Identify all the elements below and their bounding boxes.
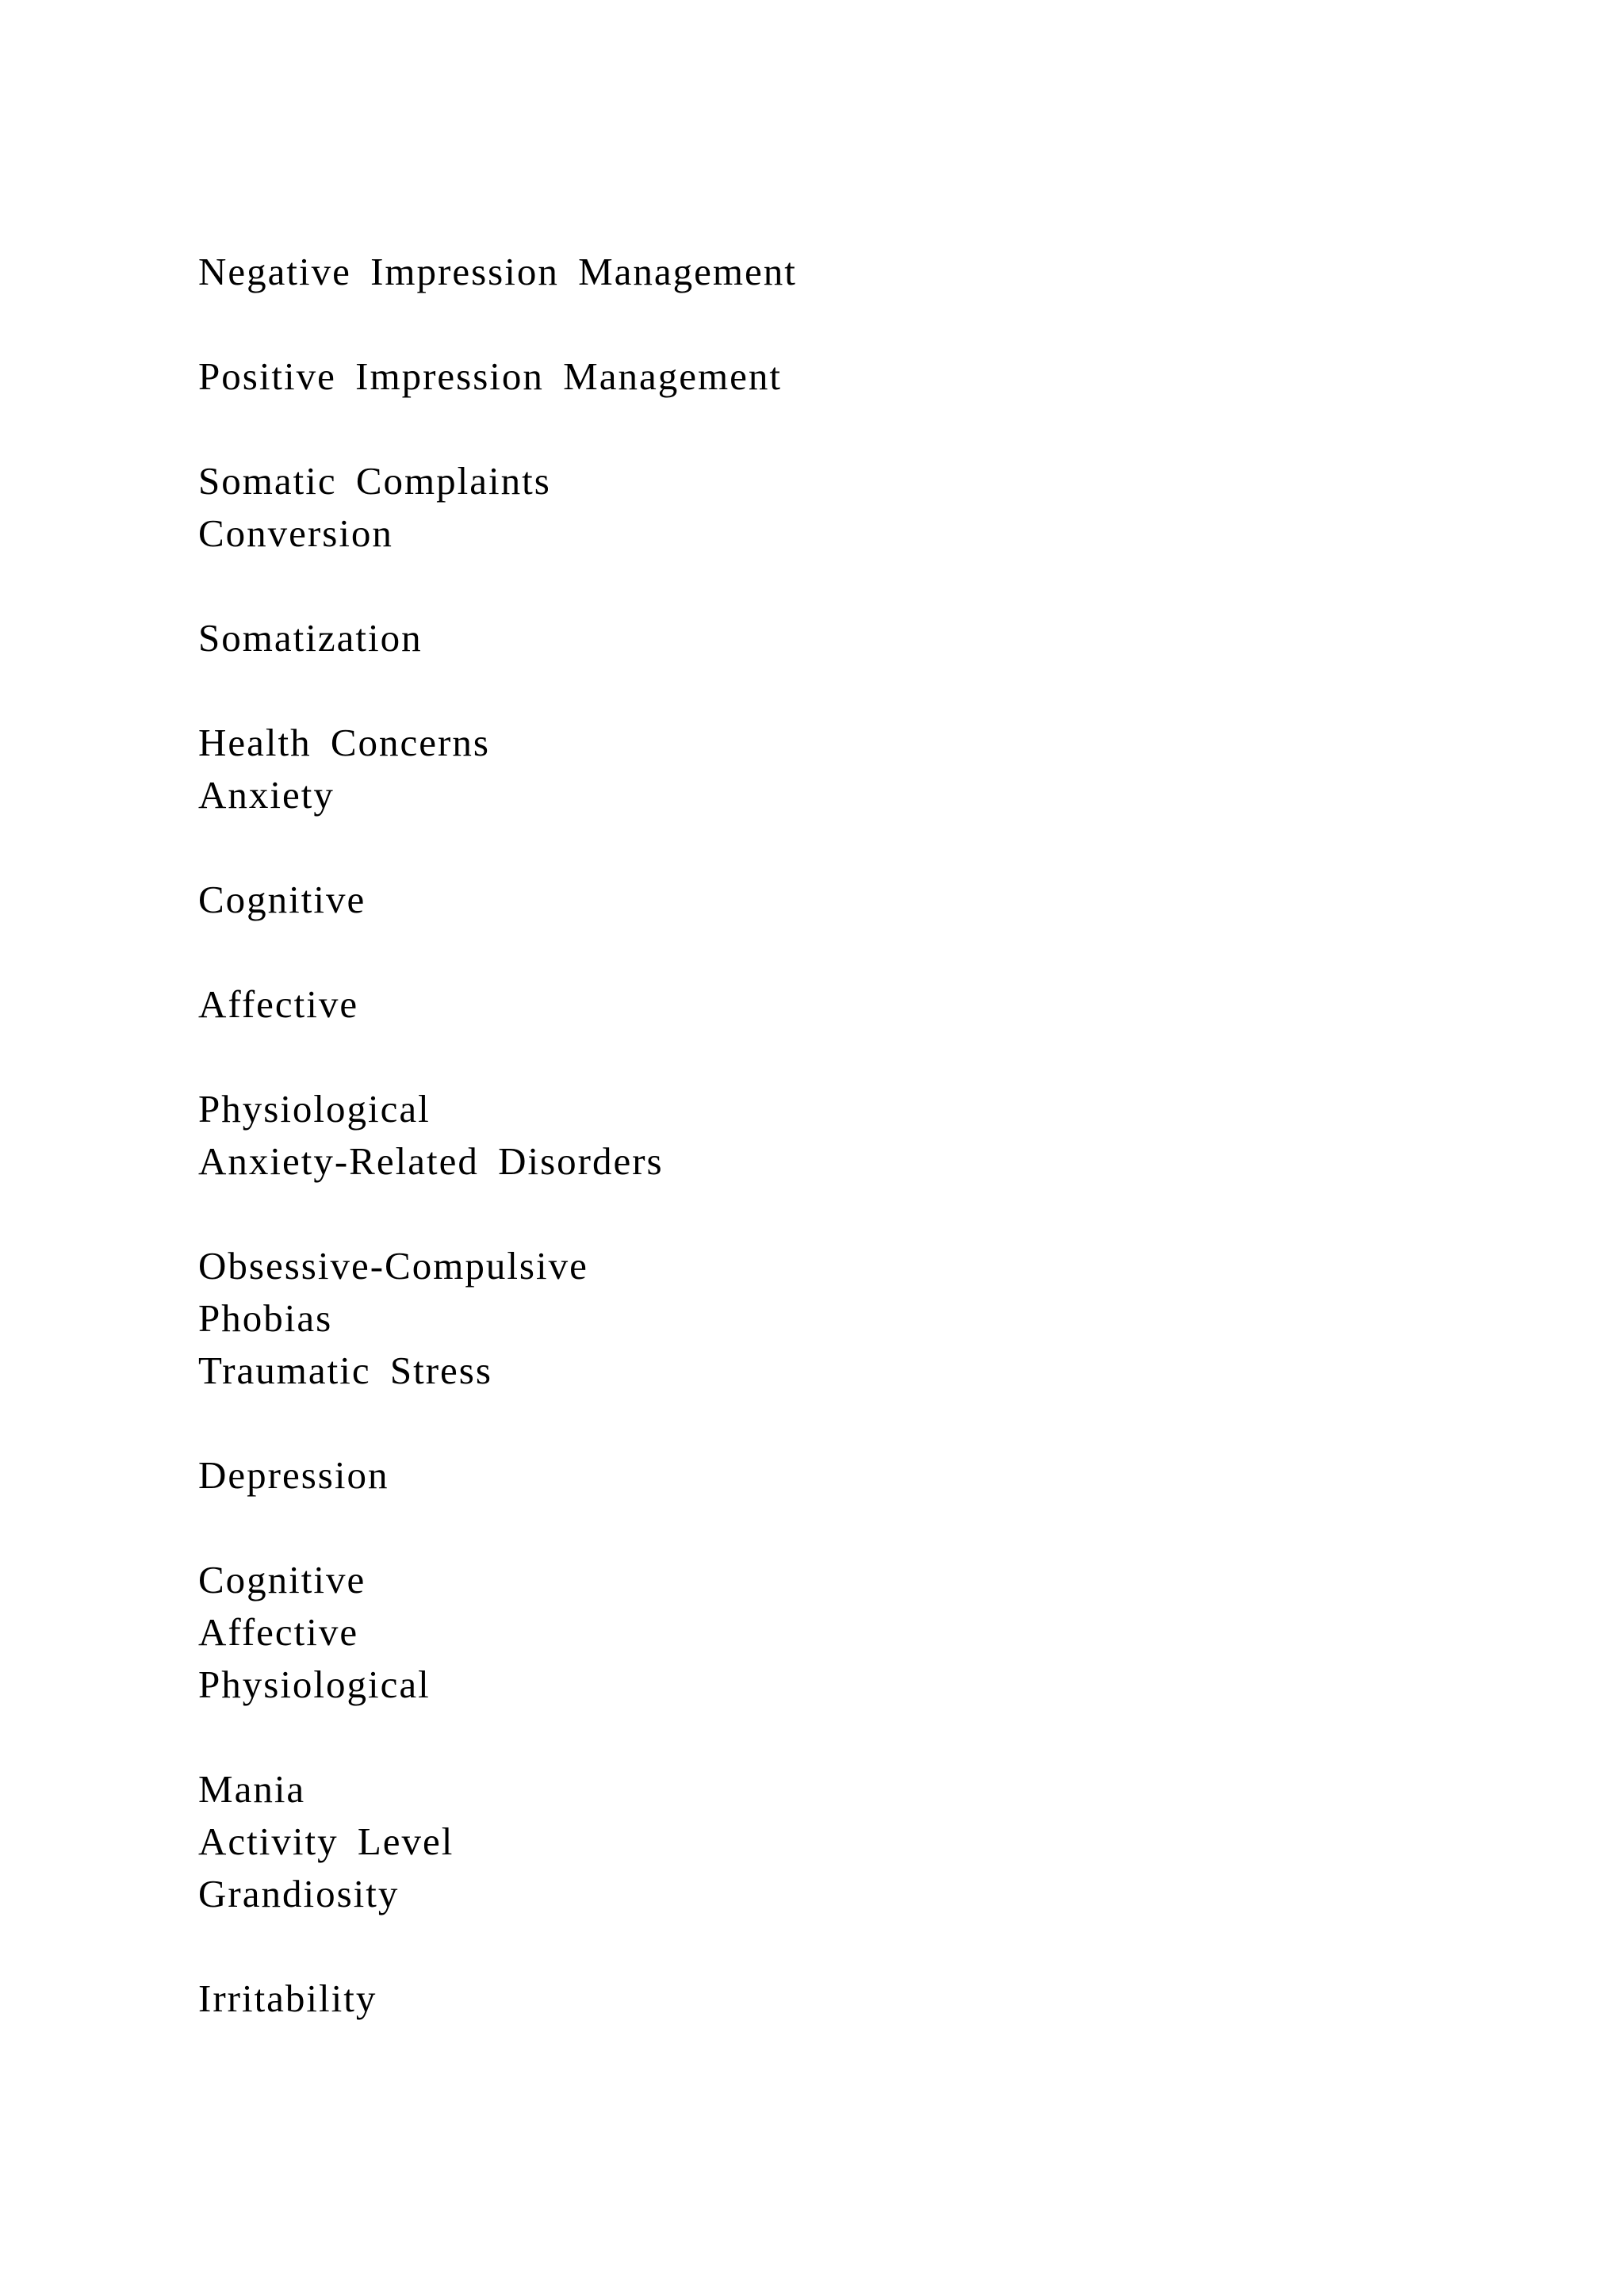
subscale-depression-physiological: Physiological: [198, 1663, 431, 1706]
subscale-health-concerns: Health Concerns: [198, 721, 490, 764]
subscale-conversion: Conversion: [198, 511, 393, 555]
scale-anxiety-related-disorders: Anxiety-Related Disorders: [198, 1139, 664, 1183]
subscale-anxiety-physiological: Physiological: [198, 1087, 431, 1131]
subscale-obsessive-compulsive: Obsessive-Compulsive: [198, 1244, 588, 1288]
subscale-anxiety-cognitive: Cognitive: [198, 878, 366, 921]
scale-somatic-complaints: Somatic Complaints: [198, 459, 551, 503]
subscale-anxiety-affective: Affective: [198, 982, 359, 1026]
subscale-depression-cognitive: Cognitive: [198, 1558, 366, 1601]
scale-mania: Mania: [198, 1767, 306, 1811]
subscale-depression-affective: Affective: [198, 1610, 359, 1654]
scale-anxiety: Anxiety: [198, 773, 335, 817]
subscale-phobias: Phobias: [198, 1296, 333, 1340]
scale-negative-impression-management: Negative Impression Management: [198, 250, 797, 293]
subscale-activity-level: Activity Level: [198, 1820, 454, 1863]
subscale-traumatic-stress: Traumatic Stress: [198, 1349, 492, 1392]
subscale-irritability: Irritability: [198, 1976, 377, 2020]
subscale-somatization: Somatization: [198, 616, 423, 660]
scale-depression: Depression: [198, 1453, 389, 1497]
scale-positive-impression-management: Positive Impression Management: [198, 354, 782, 398]
subscale-grandiosity: Grandiosity: [198, 1872, 400, 1915]
